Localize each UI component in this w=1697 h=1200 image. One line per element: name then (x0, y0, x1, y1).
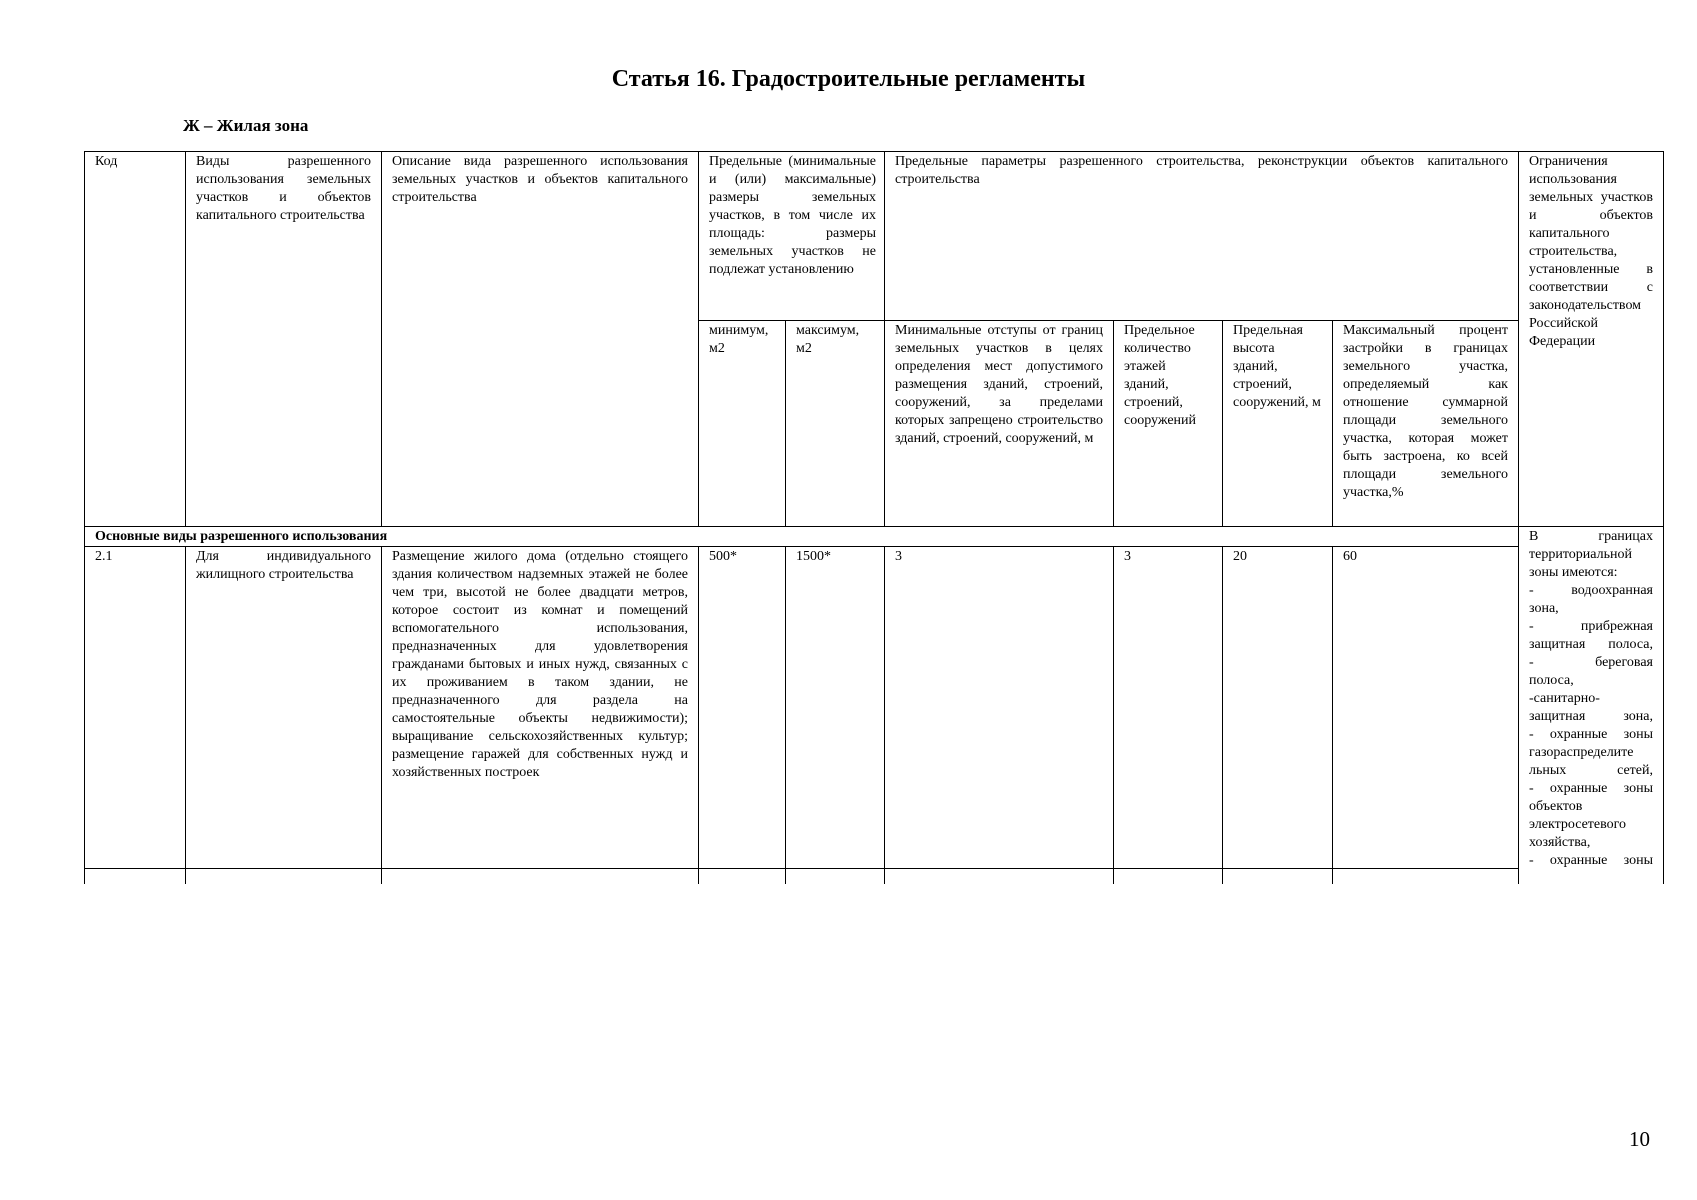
cut-cell (1333, 868, 1519, 884)
restriction-line: территориальной (1529, 547, 1632, 562)
restriction-line: зоны имеются: (1529, 565, 1618, 580)
header-description: Описание вида разрешенного использования земельных участков и объектов капитального строительства (382, 152, 699, 527)
cut-cell (699, 868, 786, 884)
restriction-line: зона, (1529, 601, 1559, 616)
table-row (85, 547, 1664, 868)
restrictions-cell (1519, 527, 1664, 885)
zone-heading: Ж – Жилая зона (183, 116, 309, 135)
header-code: Код (85, 152, 186, 527)
row-description: Размещение жилого дома (отдельно стоящего здания количеством надземных этажей не более чем три, высотой не более двадцати метров, которое состоит из комнат и помещений вспомогательного использования, предназначенных для удовлетворения гражданами бытовых и иных нужд, связанных с их проживанием в таком здании, не предназначенного для раздела на самостоятельные объекты недвижимости); выращивание сельскохозяйственных культур; размещение гаражей для собственных нужд и хозяйственных построек (382, 547, 699, 868)
restriction-line: хозяйства, (1529, 835, 1591, 850)
header-min-area: минимум, м2 (699, 321, 786, 527)
restriction-line: объектов (1529, 799, 1583, 814)
page-title: Статья 16. Градостроительные регламенты (611, 66, 1086, 92)
row-min-area: 500* (699, 547, 786, 868)
header-limit-params: Предельные параметры разрешенного строительства, реконструкции объектов капитального строительства (885, 152, 1519, 321)
header-limit-sizes: Предельные (минимальные и (или) максимальные) размеры земельных участков, в том числе их площадь: размеры земельных участков не подлежат установлению (699, 152, 885, 321)
cut-cell (85, 868, 186, 884)
header-height: Предельная высота зданий, строений, сооружений, м (1223, 321, 1333, 527)
cut-cell (786, 868, 885, 884)
cut-cell (1223, 868, 1333, 884)
restriction-line: - охранные зоны (1529, 727, 1653, 742)
header-restrictions: Ограничения использования земельных участков и объектов капитального строительства, установленные в соответствии с законодательством Российской Федерации (1519, 152, 1664, 527)
restriction-line: электросетевого (1529, 817, 1627, 832)
restrictions-list (1529, 528, 1653, 884)
row-kind: Для индивидуального жилищного строительства (186, 547, 382, 868)
header-coverage: Максимальный процент застройки в границах земельного участка, определяемый как отношение суммарной площади земельного участка, которая может быть застроена, ко всей площади земельного участка,% (1333, 321, 1519, 527)
header-floors: Предельное количество этажей зданий, строений, сооружений (1114, 321, 1223, 527)
header-kind: Виды разрешенного использования земельных участков и объектов капитального строительства (186, 152, 382, 527)
restriction-line: - прибрежная (1529, 619, 1653, 634)
cut-cell (382, 868, 699, 884)
row-coverage: 60 (1333, 547, 1519, 868)
restriction-line: - водоохранная (1529, 583, 1653, 598)
row-height: 20 (1223, 547, 1333, 868)
restriction-line: -санитарно- (1529, 691, 1600, 706)
restriction-line: В границах (1529, 529, 1653, 544)
restriction-line: защитная зона, (1529, 709, 1653, 724)
section-title: Основные виды разрешенного использования (85, 527, 1519, 547)
row-floors: 3 (1114, 547, 1223, 868)
header-max-area: максимум, м2 (786, 321, 885, 527)
header-setbacks: Минимальные отступы от границ земельных участков в целях определения мест допустимого размещения зданий, строений, сооружений, за пределами которых запрещено строительство зданий, строений, сооружений, м (885, 321, 1114, 527)
regulations-table (84, 151, 1664, 884)
restriction-line: полоса, (1529, 673, 1574, 688)
page-number: 10 (1629, 1127, 1650, 1151)
cut-cell (1114, 868, 1223, 884)
restriction-line: - береговая (1529, 655, 1653, 670)
row-code: 2.1 (85, 547, 186, 868)
restriction-line: газораспределите (1529, 745, 1634, 760)
restriction-line: - охранные зоны (1529, 781, 1653, 796)
cut-cell (885, 868, 1114, 884)
cut-cell (186, 868, 382, 884)
table-row-cut (85, 868, 1664, 884)
restriction-line: - охранные зоны (1529, 853, 1653, 868)
row-max-area: 1500* (786, 547, 885, 868)
restriction-line: льных сетей, (1529, 763, 1653, 778)
restriction-line: защитная полоса, (1529, 637, 1653, 652)
row-setbacks: 3 (885, 547, 1114, 868)
